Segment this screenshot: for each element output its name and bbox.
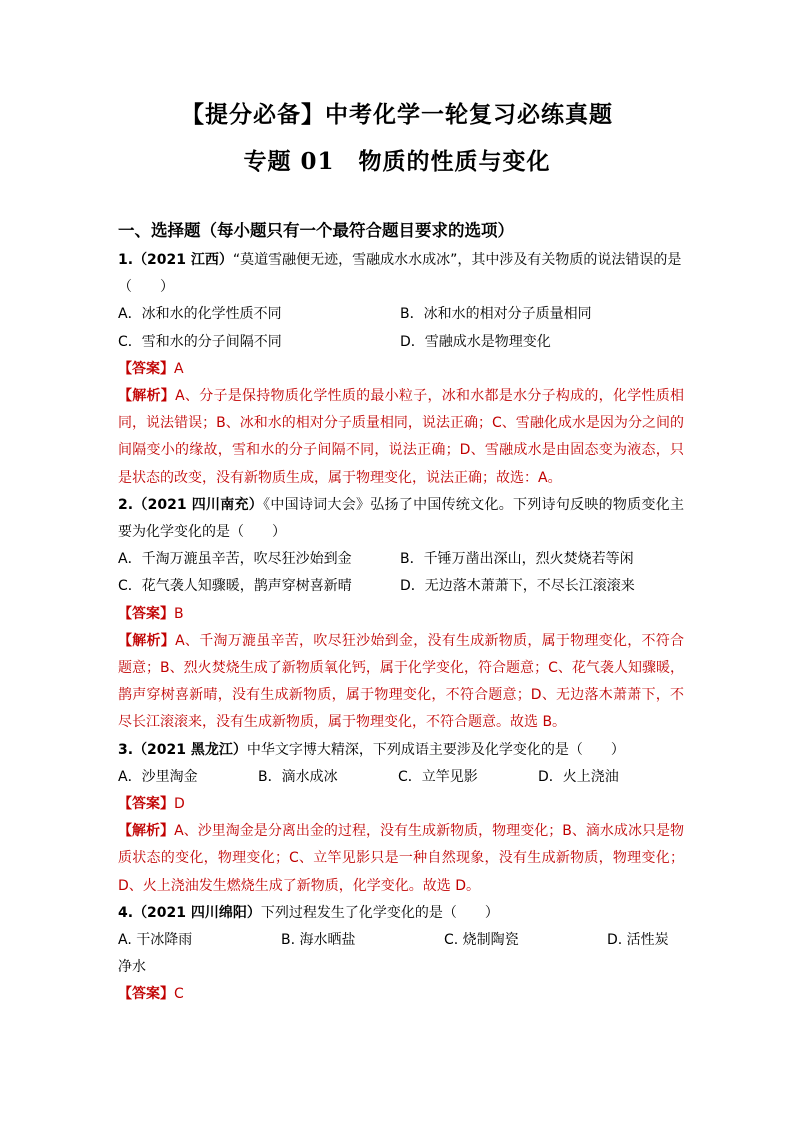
question-number: 1.	[118, 252, 134, 268]
question-source: （2021 四川绵阳）	[133, 904, 261, 921]
question-4-answer	[118, 981, 684, 1008]
option-a: A．冰和水的化学性质不同	[118, 306, 282, 323]
option-b: B．千锤万凿出深山，烈火焚烧若等闲	[400, 551, 634, 568]
question-text: 中华文字博大精深，下列成语主要涉及化学变化的是（ ）	[246, 741, 625, 758]
question-text: 下列过程发生了化学变化的是（ ）	[260, 904, 499, 921]
question-2-analysis	[118, 628, 684, 737]
answer-value: D	[174, 795, 185, 812]
question-source: （2021 江西）	[133, 252, 233, 268]
option-d: D．雪融成水是物理变化	[400, 333, 551, 350]
document-subtitle: 专题 01 物质的性质与变化	[243, 148, 551, 175]
question-4-option-d-continued: 净水	[118, 959, 146, 976]
answer-label: 【答案】	[118, 986, 174, 1003]
question-2-options-row-2	[118, 573, 684, 600]
option-b: B．冰和水的相对分子质量相同	[400, 306, 592, 323]
option-a: A．千淘万漉虽辛苦，吹尽狂沙始到金	[118, 551, 352, 568]
analysis-text: A、千淘万漉虽辛苦，吹尽狂沙始到金，没有生成新物质，属于物理变化，不符合题意；B、烈火焚烧生成了新物质氧化钙，属于化学变化，符合题意；C、花气袭人知骤暖，鹊声穿树喜新晴，没有生成新物质，属于物理变化，不符合题意；D、无边落木萧萧下，不尽长江滚滚来，没有生成新物质，属于物理变化，不符合题意。故选 B。	[118, 632, 685, 731]
question-1-analysis	[118, 383, 684, 492]
question-source: （2021 黑龙江）	[133, 741, 247, 758]
option-d: D．无边落木萧萧下，不尽长江滚滚来	[400, 578, 635, 595]
question-text: “莫道雪融便无迹，雪融成水水成冰”，其中涉及有关物质的说法错误的是	[232, 252, 682, 268]
answer-label: 【答案】	[118, 360, 174, 377]
option-c: C．雪和水的分子间隔不同	[118, 333, 282, 350]
analysis-text: A、分子是保持物质化学性质的最小粒子，冰和水都是水分子构成的，化学性质相同，说法错误；B、冰和水的相对分子质量相同，说法正确；C、雪融化成水是因为分之间的间隔变小的缘故，雪和水的分子间隔不同，说法正确；D、雪融成水是由固态变为液态，只是状态的改变，没有新物质生成，属于物理变化，说法正确；故选：A。	[118, 387, 685, 486]
question-4-options	[118, 927, 684, 954]
question-4-stem	[118, 900, 684, 927]
option-a: A．沙里淘金	[118, 768, 198, 785]
option-d: D. 活性炭	[607, 931, 669, 948]
analysis-label: 【解析】	[118, 823, 175, 840]
question-number: 3.	[118, 741, 134, 758]
question-1-stem	[118, 247, 684, 274]
answer-label: 【答案】	[118, 795, 174, 812]
option-c: C. 烧制陶瓷	[444, 931, 519, 948]
question-1-blank: （ ）	[118, 279, 174, 296]
question-number: 4.	[118, 904, 134, 921]
question-2-options-row-1	[118, 546, 684, 573]
question-1-options-row-1	[118, 301, 684, 328]
option-c: C．花气袭人知骤暖，鹊声穿树喜新晴	[118, 578, 352, 595]
question-3-answer	[118, 791, 684, 818]
section-heading: 一、选择题（每小题只有一个最符合题目要求的选项）	[118, 221, 514, 240]
question-3-options	[118, 764, 684, 791]
question-source: （2021 四川南充）	[133, 496, 264, 513]
answer-label: 【答案】	[118, 605, 174, 622]
question-text: 《中国诗词大会》弘扬了中国传统文化。下列诗句反映的物质变化主要为化学变化的是（ ）	[118, 496, 685, 540]
analysis-label: 【解析】	[118, 632, 176, 649]
question-number: 2.	[118, 496, 134, 513]
question-1-answer	[118, 356, 684, 383]
question-3-stem	[118, 737, 684, 764]
question-2-stem	[118, 492, 684, 546]
option-a: A. 干冰降雨	[118, 931, 193, 948]
answer-value: C	[174, 986, 184, 1003]
question-1-options-row-2	[118, 329, 684, 356]
analysis-text: A、沙里淘金是分离出金的过程，没有生成新物质，物理变化；B、滴水成冰只是物质状态的变化，物理变化；C、立竿见影只是一种自然现象，没有生成新物质，物理变化；D、火上浇油发生燃烧生成了新物质，化学变化。故选 D。	[118, 823, 685, 894]
answer-value: B	[174, 605, 184, 622]
question-3-analysis	[118, 818, 684, 900]
option-b: B. 海水晒盐	[281, 931, 356, 948]
option-c: C．立竿见影	[398, 768, 478, 785]
option-d: D．火上浇油	[538, 768, 619, 785]
question-2-answer	[118, 601, 684, 628]
document-title: 【提分必备】中考化学一轮复习必练真题	[181, 101, 613, 128]
answer-value: A	[174, 360, 184, 377]
option-b: B．滴水成冰	[258, 768, 338, 785]
document-body	[118, 215, 684, 1008]
analysis-label: 【解析】	[118, 387, 176, 404]
